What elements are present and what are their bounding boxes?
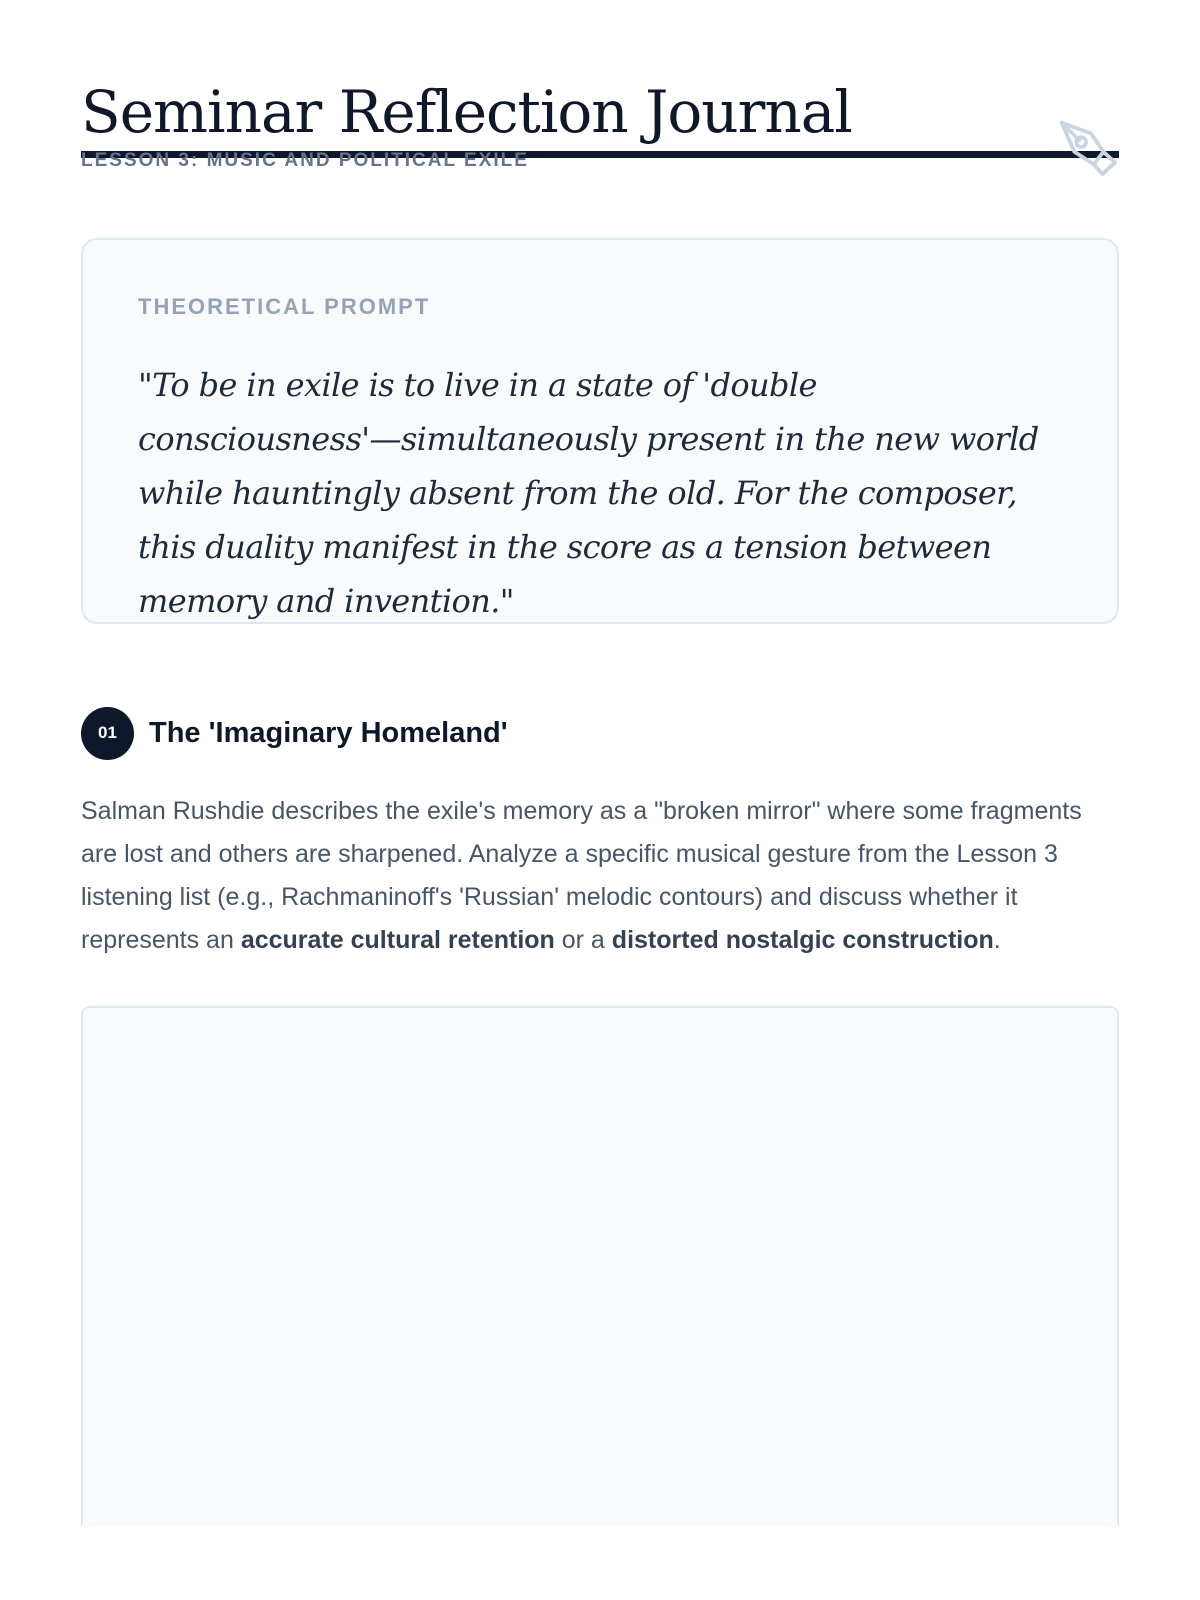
question-title: The 'Imaginary Homeland' [149, 716, 508, 749]
question-connector-text: or a [554, 926, 612, 954]
question-intro-text: Salman Rushdie describes the exile's memory as a "broken mirror" where some fragments are lost and others are sharpened. Analyze a specific musical gesture from the Lesson 3 listening list (e.g., Rachmaninoff's 'Russian' melodic contours) and discuss whether it represents an [81, 797, 1082, 954]
theoretical-prompt-card [81, 238, 1119, 624]
reflection-question [81, 706, 1119, 1526]
prompt-quote: "To be in exile is to live in a state of 'double consciousness'—simultaneously present in the new world while hauntingly absent from the old. For the composer, this duality manifest in the score as a tension between memory and invention." [138, 366, 1039, 620]
page-title: Seminar Reflection Journal [81, 78, 852, 146]
nostalgic-construction-emphasis: distorted nostalgic construction [611, 926, 994, 954]
question-number-badge: 01 [81, 707, 134, 760]
question-ending-text: . [993, 926, 1001, 954]
reflection-response-area[interactable] [81, 1006, 1119, 1526]
journal-header [81, 0, 1119, 171]
question-description [81, 790, 1119, 962]
pen-tool-icon [1055, 114, 1117, 176]
prompt-label: THEORETICAL PROMPT [138, 294, 431, 319]
lesson-subtitle: LESSON 3: MUSIC AND POLITICAL EXILE [81, 149, 529, 171]
accurate-retention-emphasis: accurate cultural retention [240, 926, 555, 954]
question-heading [81, 706, 1119, 760]
